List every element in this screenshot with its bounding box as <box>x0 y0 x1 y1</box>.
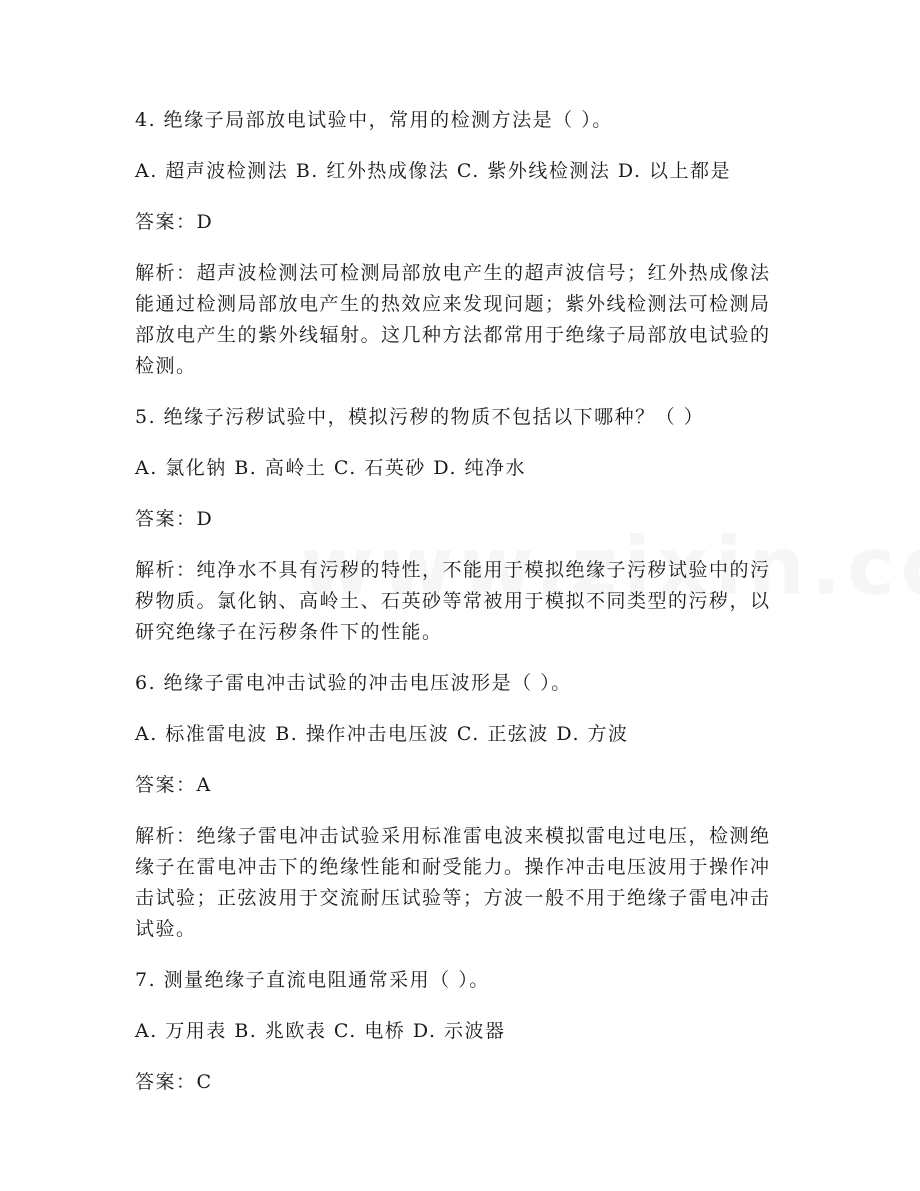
question-6-options: A. 标准雷电波 B. 操作冲击电压波 C. 正弦波 D. 方波 <box>135 723 629 745</box>
question-4-options: A. 超声波检测法 B. 红外热成像法 C. 紫外线检测法 D. 以上都是 <box>135 160 732 182</box>
question-6-answer: 答案：A <box>135 774 212 796</box>
question-4: 4. 绝缘子局部放电试验中，常用的检测方法是（ ）。 <box>135 109 613 131</box>
question-6-explanation: 解析：绝缘子雷电冲击试验采用标准雷电波来模拟雷电过电压，检测绝缘子在雷电冲击下的绝缘性能和耐受能力。操作冲击电压波用于操作冲击试验；正弦波用于交流耐压试验等；方波一般不用于绝缘子雷电冲击试验。 <box>135 825 771 940</box>
question-7-answer: 答案：C <box>135 1071 213 1093</box>
question-5-answer: 答案：D <box>135 508 214 530</box>
question-5: 5. 绝缘子污秽试验中，模拟污秽的物质不包括以下哪种？（ ） <box>135 406 705 428</box>
question-6: 6. 绝缘子雷电冲击试验的冲击电压波形是（ ）。 <box>135 672 572 694</box>
question-7-options: A. 万用表 B. 兆欧表 C. 电桥 D. 示波器 <box>135 1020 506 1042</box>
document-body <box>135 105 775 1118</box>
question-4-answer: 答案：D <box>135 211 214 233</box>
question-7: 7. 测量绝缘子直流电阻通常采用（ ）。 <box>135 969 490 991</box>
question-5-explanation: 解析：纯净水不具有污秽的特性，不能用于模拟绝缘子污秽试验中的污秽物质。氯化钠、高岭土、石英砂等常被用于模拟不同类型的污秽，以研究绝缘子在污秽条件下的性能。 <box>135 559 771 643</box>
question-4-explanation: 解析：超声波检测法可检测局部放电产生的超声波信号；红外热成像法能通过检测局部放电产生的热效应来发现问题；紫外线检测法可检测局部放电产生的紫外线辐射。这几种方法都常用于绝缘子局部放电试验的检测。 <box>135 262 771 377</box>
question-5-options: A. 氯化钠 B. 高岭土 C. 石英砂 D. 纯净水 <box>135 457 527 479</box>
